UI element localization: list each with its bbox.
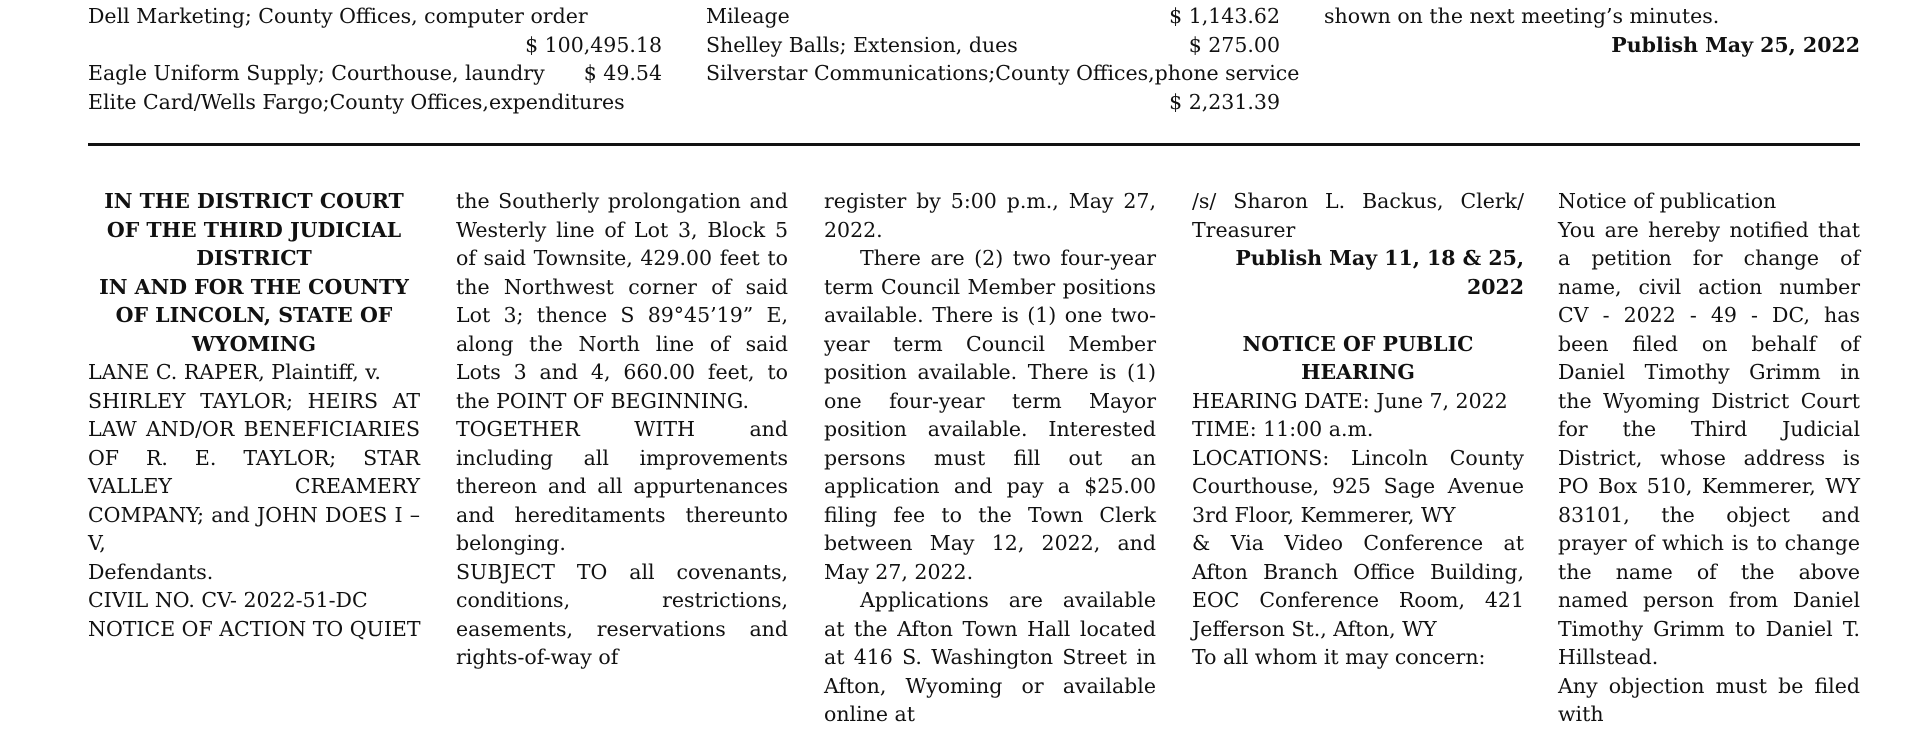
- top-amount: $ 275.00: [1188, 32, 1280, 57]
- publish-line: Publish May 11, 18 & 25, 2022: [1235, 246, 1524, 299]
- heading-line: WYOMING: [191, 331, 317, 356]
- heading-line: OF LINCOLN, STATE OF: [115, 303, 393, 327]
- signature-line: /s/ Sharon L. Backus, Clerk/ Treasurer: [1192, 189, 1524, 242]
- paragraph: There are (2) two four-year term Council Member positions available. There is (1) one two-year term Council Member position available. There is (1) one four-year term Mayor position available. Interested persons must fill out an application and pay a $25.00 filing fee to the Town Clerk between May 12, 2022, and May 27, 2022.: [824, 246, 1156, 584]
- paragraph: To all whom it may concern:: [1192, 645, 1486, 669]
- paragraph: NOTICE OF ACTION TO QUIET: [88, 616, 421, 641]
- top-text: Elite Card/Wells Fargo;County Offices,expenditures: [88, 89, 625, 114]
- top-amount: $ 2,231.39: [1169, 89, 1280, 114]
- paragraph: & Via Video Conference at Afton Branch Office Building, EOC Conference Room, 421 Jefferson St., Afton, WY: [1192, 531, 1524, 641]
- paragraph: SUBJECT TO all covenants, conditions, restrictions, easements, reservations and rights-of-way of: [456, 559, 788, 669]
- paragraph: SHIRLEY TAYLOR; HEIRS AT LAW AND/OR BENEFICIARIES OF R. E. TAYLOR; STAR VALLEY CREAMERY COMPANY; and JOHN DOES I – V,: [88, 388, 420, 555]
- top-text: shown on the next meeting’s minutes.: [1324, 4, 1720, 28]
- section-divider: [88, 143, 1860, 146]
- top-line: [706, 2, 1280, 31]
- top-column-2: [706, 2, 1300, 116]
- top-text: Shelley Balls; Extension, dues: [706, 32, 1018, 57]
- paragraph: LANE C. RAPER, Plaintiff, v.: [88, 360, 381, 384]
- publish-line: Publish May 25, 2022: [1611, 32, 1860, 57]
- top-column-1: [88, 2, 662, 116]
- notice-heading: NOTICE OF PUBLIC HEARING: [1242, 331, 1474, 384]
- top-line: [706, 59, 1300, 88]
- top-text: Silverstar Communications;County Offices,phone service: [706, 61, 1300, 85]
- paragraph: LOCATIONS: Lincoln County Courthouse, 925 Sage Avenue 3rd Floor, Kemmerer, WY: [1192, 445, 1524, 527]
- paragraph: CIVIL NO. CV- 2022-51-DC: [88, 588, 368, 612]
- paragraph: Applications are available at the Afton Town Hall located at 416 S. Washington Street in Afton, Wyoming or available online at: [824, 588, 1156, 726]
- top-text: Eagle Uniform Supply; Courthouse, laundry: [88, 61, 545, 85]
- legal-column-2: [456, 187, 788, 672]
- paragraph: TOGETHER WITH and including all improvements thereon and all appurtenances and hereditaments thereunto belonging.: [456, 417, 788, 555]
- heading-line: IN AND FOR THE COUNTY: [99, 274, 409, 299]
- paragraph: You are hereby notified that a petition for change of name, civil action number CV - 2022 - 49 - DC, has been filed on behalf of Daniel Timothy Grimm in the Wyoming District Court for the Third Judicial District, whose address is PO Box 510, Kemmerer, WY 83101, the object and prayer of which is to change the name of the above named person from Daniel Timothy Grimm to Daniel T. Hillstead.: [1558, 217, 1860, 669]
- top-line: [88, 2, 662, 31]
- heading-line: IN THE DISTRICT COURT: [104, 189, 404, 213]
- paragraph: Defendants.: [88, 559, 214, 584]
- paragraph: the Southerly prolongation and Westerly line of Lot 3, Block 5 of said Townsite, 429.00 feet to the Northwest corner of said Lot 3; thence S 89°45’19” E, along the North line of said Lots 3 and 4, 660.00 feet, to the POINT OF BEGINNING.: [456, 189, 788, 413]
- heading-line: OF THE THIRD JUDICIAL: [106, 217, 402, 242]
- paragraph: register by 5:00 p.m., May 27, 2022.: [824, 189, 1156, 242]
- top-line: [88, 59, 662, 88]
- legal-column-1: [88, 187, 420, 643]
- paragraph: TIME: 11:00 a.m.: [1192, 417, 1374, 441]
- legal-notice-heading: [88, 187, 420, 358]
- legal-column-5: [1558, 187, 1860, 729]
- paragraph: HEARING DATE: June 7, 2022: [1192, 388, 1508, 413]
- top-text: Mileage: [706, 4, 790, 28]
- top-text: Dell Marketing; County Offices, computer order: [88, 4, 588, 28]
- heading-line: DISTRICT: [196, 246, 312, 270]
- top-amount: $ 100,495.18: [525, 32, 662, 57]
- top-line: [706, 31, 1280, 60]
- paragraph: Any objection must be filed with: [1558, 673, 1860, 726]
- top-line: [88, 88, 662, 117]
- legal-column-4: [1192, 187, 1524, 672]
- paragraph: Notice of publication: [1558, 189, 1777, 213]
- spacer: [1192, 301, 1524, 330]
- legal-column-3: [824, 187, 1156, 729]
- top-amount: $ 49.54: [583, 61, 662, 85]
- top-amount: $ 1,143.62: [1169, 4, 1280, 28]
- top-column-3: [1324, 2, 1860, 59]
